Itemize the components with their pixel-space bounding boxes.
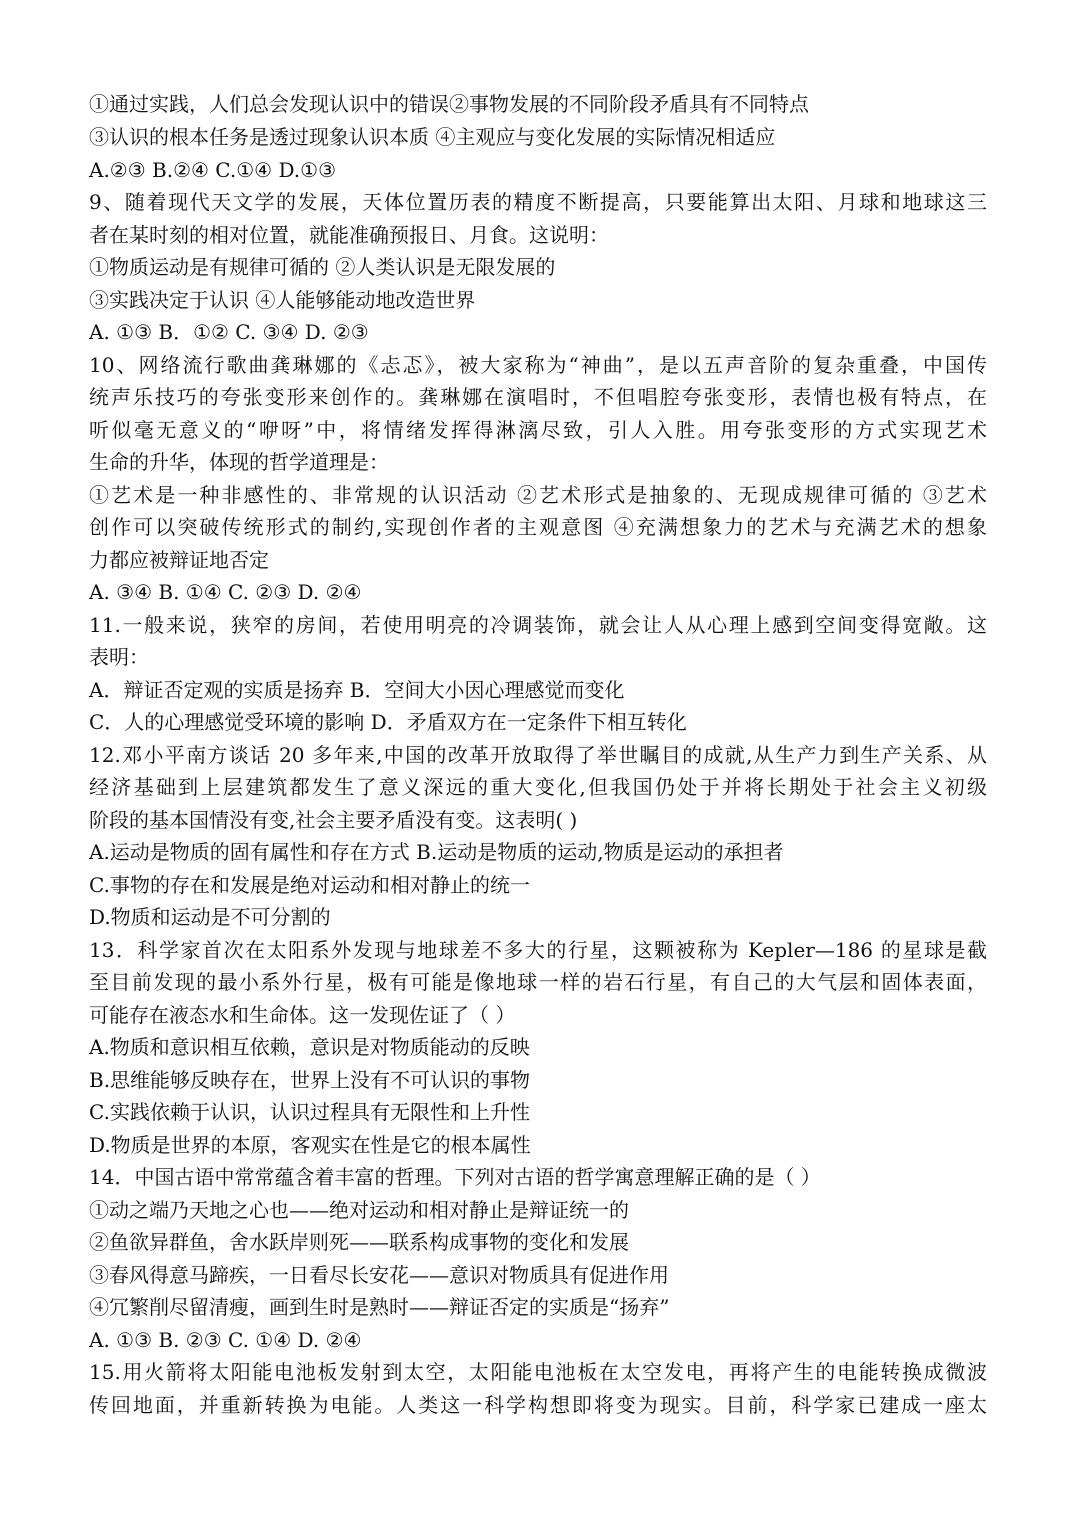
answer-option: A.物质和意识相互依赖，意识是对物质能动的反映 bbox=[89, 1035, 530, 1059]
text-line: ①物质运动是有规律可循的 ②人类认识是无限发展的 bbox=[89, 255, 556, 279]
question-11-stem: 11.一般来说，狭窄的房间，若使用明亮的冷调装饰，就会让人从心理上感到空间变得宽敞。这 bbox=[89, 613, 987, 637]
question-12-stem: 12.邓小平南方谈话 20 多年来,中国的改革开放取得了举世瞩目的成就,从生产力到生产关系、从 bbox=[89, 743, 987, 767]
question-10-stem: 听似毫无意义的“咿呀”中，将情绪发挥得淋漓尽致，引人入胜。用夸张变形的方式实现艺术 bbox=[89, 418, 987, 442]
question-9-stem: 者在某时刻的相对位置，就能准确预报日、月食。这说明： bbox=[89, 223, 609, 247]
answer-options: A．辩证否定观的实质是扬弃 B．空间大小因心理感觉而变化 bbox=[89, 678, 625, 702]
text-line: ③春风得意马蹄疾，一日看尽长安花——意识对物质具有促进作用 bbox=[89, 1263, 669, 1287]
answer-options: C．人的心理感觉受环境的影响 D．矛盾双方在一定条件下相互转化 bbox=[89, 710, 687, 734]
question-13-stem: 可能存在液态水和生命体。这一发现佐证了（ ） bbox=[89, 1003, 516, 1027]
answer-options: A.运动是物质的固有属性和存在方式 B.运动是物质的运动,物质是运动的承担者 bbox=[89, 840, 784, 864]
question-11-stem: 表明： bbox=[89, 645, 149, 669]
question-10-stem: 10、网络流行歌曲龚琳娜的《忐忑》，被大家称为“神曲”，是以五声音阶的复杂重叠，中国传 bbox=[89, 353, 987, 377]
answer-option: D.物质和运动是不可分割的 bbox=[89, 905, 331, 929]
text-line: ③认识的根本任务是透过现象认识本质 ④主观应与变化发展的实际情况相适应 bbox=[89, 125, 776, 149]
question-10-stem: 统声乐技巧的夸张变形来创作的。龚琳娜在演唱时，不但唱腔夸张变形，表情也极有特点，在 bbox=[89, 385, 987, 409]
question-15-stem: 15.用火箭将太阳能电池板发射到太空，太阳能电池板在太空发电，再将产生的电能转换成微波 bbox=[89, 1360, 987, 1384]
text-line: 创作可以突破传统形式的制约,实现创作者的主观意图 ④充满想象力的艺术与充满艺术的想象 bbox=[89, 515, 987, 539]
answer-options: A. ③④ B. ①④ C. ②③ D. ②④ bbox=[89, 580, 362, 604]
answer-option: D.物质是世界的本原，客观实在性是它的根本属性 bbox=[89, 1133, 531, 1157]
text-line: ④冗繁削尽留清瘦，画到生时是熟时——辩证否定的实质是“扬弃” bbox=[89, 1295, 670, 1319]
text-line: ①动之端乃天地之心也——绝对运动和相对静止是辩证统一的 bbox=[89, 1198, 629, 1222]
answer-options: A. ①③ B. ②③ C. ①④ D. ②④ bbox=[89, 1328, 362, 1352]
question-9-stem: 9、随着现代天文学的发展，天体位置历表的精度不断提高，只要能算出太阳、月球和地球这三 bbox=[89, 190, 987, 214]
text-line: ①艺术是一种非感性的、非常规的认识活动 ②艺术形式是抽象的、无现成规律可循的 ③艺术 bbox=[89, 483, 987, 507]
text-line: 力都应被辩证地否定 bbox=[89, 548, 269, 572]
answer-options: A. ①③ B．①② C. ③④ D. ②③ bbox=[89, 320, 369, 344]
answer-option: C.实践依赖于认识，认识过程具有无限性和上升性 bbox=[89, 1100, 530, 1124]
question-12-stem: 经济基础到上层建筑都发生了意义深远的重大变化,但我国仍处于并将长期处于社会主义初级 bbox=[89, 775, 987, 799]
question-12-stem: 阶段的基本国情没有变,社会主要矛盾没有变。这表明( ) bbox=[89, 808, 578, 832]
answer-options: A.②③ B.②④ C.①④ D.①③ bbox=[89, 158, 336, 182]
text-line: ①通过实践，人们总会发现认识中的错误②事物发展的不同阶段矛盾具有不同特点 bbox=[89, 92, 809, 116]
question-15-stem: 传回地面，并重新转换为电能。人类这一科学构想即将变为现实。目前，科学家已建成一座太 bbox=[89, 1393, 987, 1417]
question-13-stem: 13．科学家首次在太阳系外发现与地球差不多大的行星，这颗被称为 Kepler—186 的星球是截 bbox=[89, 938, 987, 962]
answer-option: B.思维能够反映存在，世界上没有不可认识的事物 bbox=[89, 1068, 531, 1092]
question-14-stem: 14．中国古语中常常蕴含着丰富的哲理。下列对古语的哲学寓意理解正确的是（ ） bbox=[89, 1165, 821, 1189]
answer-option: C.事物的存在和发展是绝对运动和相对静止的统一 bbox=[89, 873, 530, 897]
question-13-stem: 至目前发现的最小系外行星，极有可能是像地球一样的岩石行星，有自己的大气层和固体表面， bbox=[89, 970, 987, 994]
text-line: ③实践决定于认识 ④人能够能动地改造世界 bbox=[89, 288, 476, 312]
text-line: ②鱼欲异群鱼，舍水跃岸则死——联系构成事物的变化和发展 bbox=[89, 1230, 629, 1254]
question-10-stem: 生命的升华，体现的哲学道理是： bbox=[89, 450, 389, 474]
